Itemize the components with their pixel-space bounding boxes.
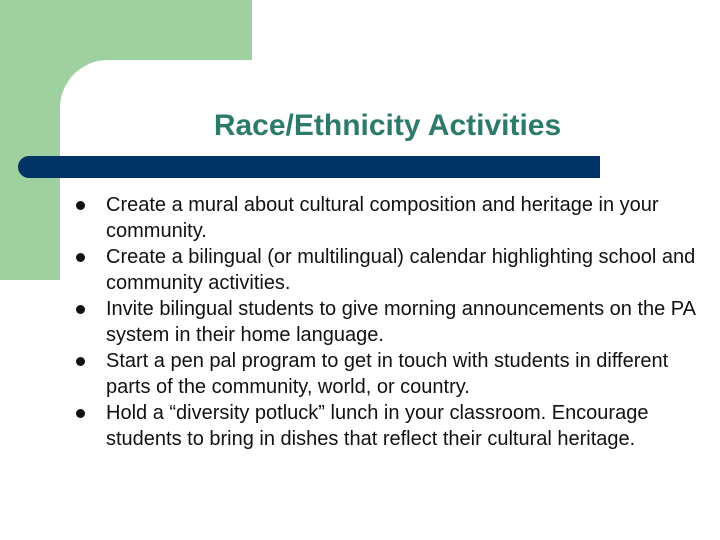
bullet-icon	[76, 409, 85, 418]
bullet-icon	[76, 357, 85, 366]
bullet-list	[76, 192, 696, 452]
list-item	[76, 296, 696, 348]
title-divider-bar	[18, 156, 600, 178]
bullet-text: Invite bilingual students to give morning announcements on the PA system in their home language.	[106, 298, 695, 346]
list-item	[76, 400, 696, 452]
list-item	[76, 244, 696, 296]
bullet-text: Create a mural about cultural composition and heritage in your community.	[106, 194, 659, 242]
list-item	[76, 348, 696, 400]
slide-title: Race/Ethnicity Activities	[213, 109, 562, 142]
list-item	[76, 192, 696, 244]
bullet-icon	[76, 201, 85, 210]
bullet-text: Hold a “diversity potluck” lunch in your classroom. Encourage students to bring in dishes that reflect their cultural heritage.	[106, 402, 649, 450]
bullet-text: Start a pen pal program to get in touch with students in different parts of the community, world, or country.	[106, 350, 669, 398]
bullet-icon	[76, 253, 85, 262]
bullet-icon	[76, 305, 85, 314]
bullet-text: Create a bilingual (or multilingual) calendar highlighting school and community activities.	[106, 246, 696, 294]
